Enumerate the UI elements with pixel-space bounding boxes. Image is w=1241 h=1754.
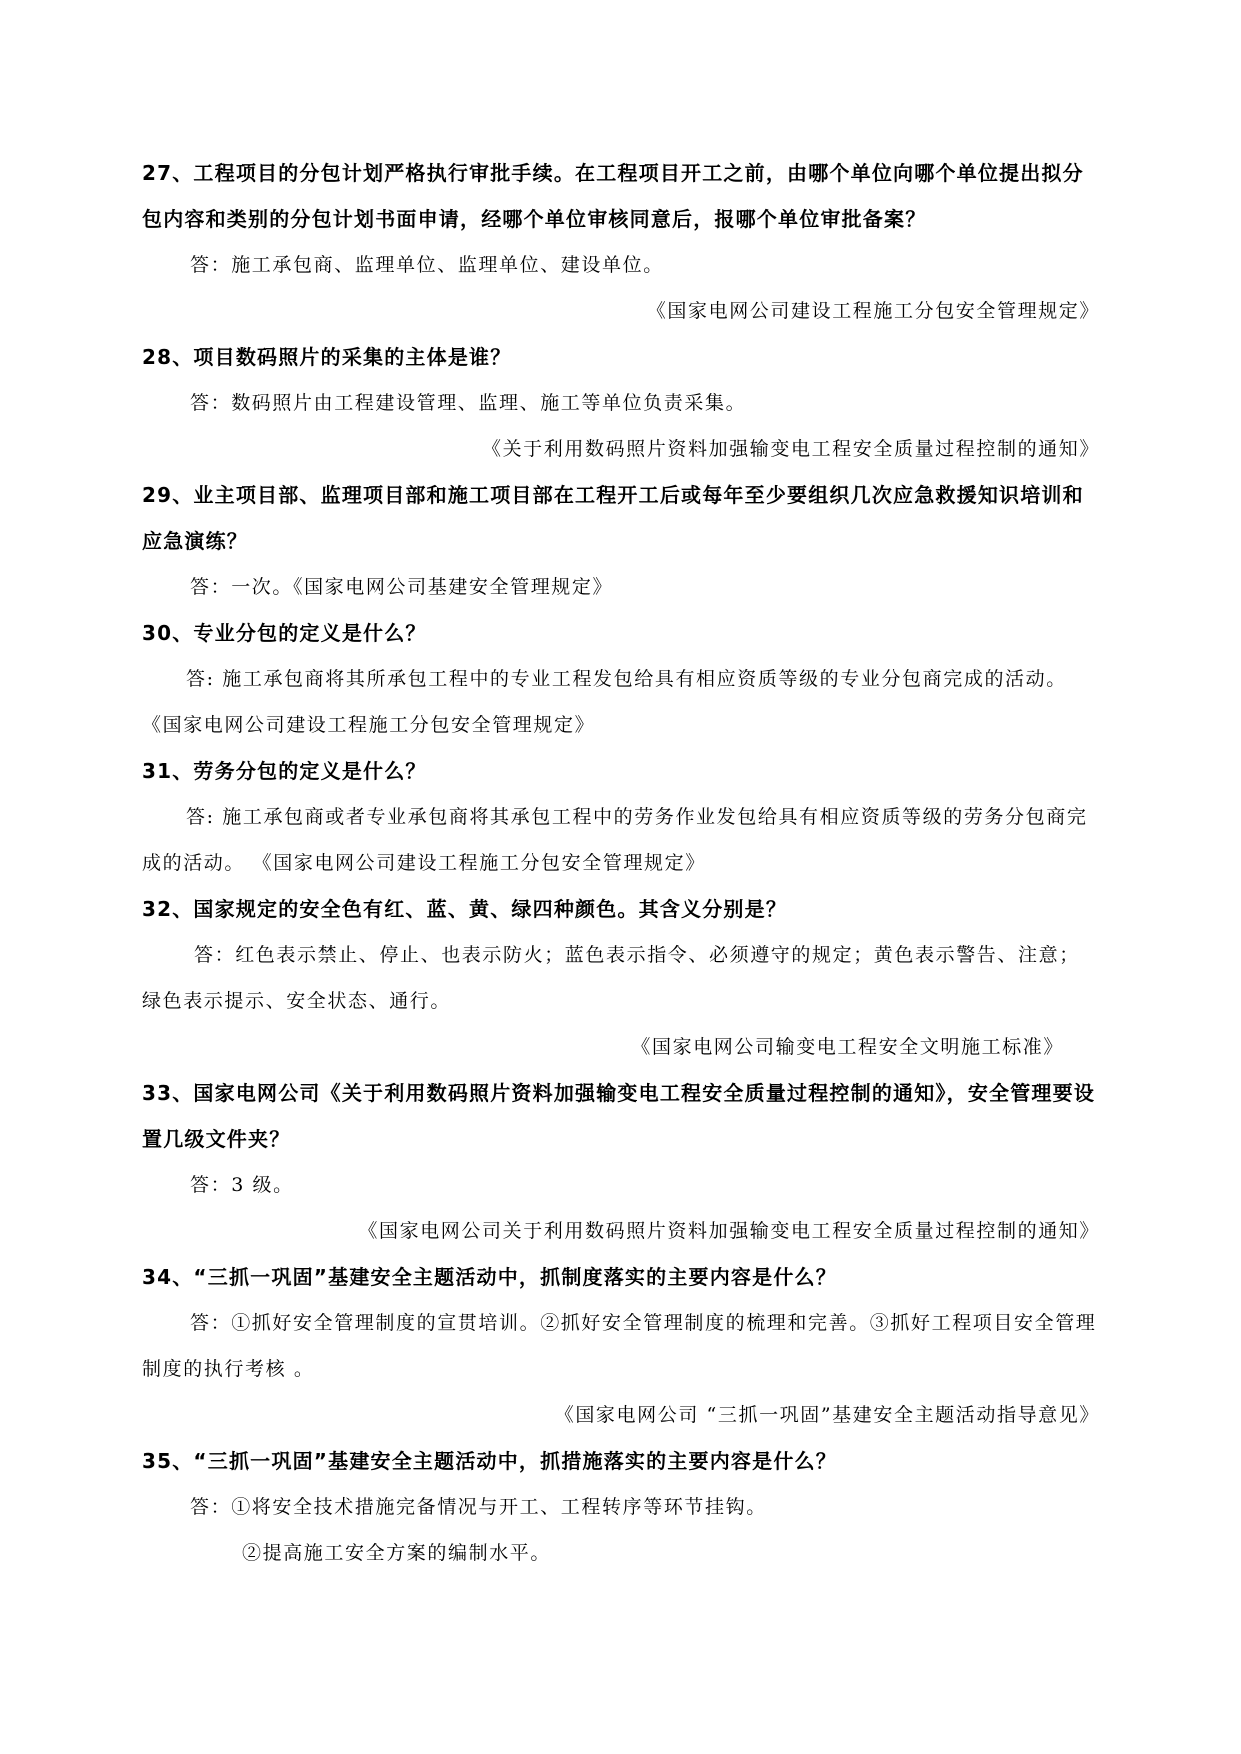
answer-35-item-2: ②提高施工安全方案的编制水平。 bbox=[242, 1542, 552, 1564]
question-35: 35、“三抓一巩固”基建安全主题活动中，抓措施落实的主要内容是什么？ bbox=[142, 1449, 837, 1473]
source-28: 《关于利用数码照片资料加强输变电工程安全质量过程控制的通知》 bbox=[481, 438, 1100, 460]
answer-29: 答：一次。《国家电网公司基建安全管理规定》 bbox=[190, 576, 614, 598]
question-29: 29、业主项目部、监理项目部和施工项目部在工程开工后或每年至少要组织几次应急救援知识培训和应急演练？ bbox=[142, 483, 1084, 553]
source-34: 《国家电网公司 “三抓一巩固”基建安全主题活动指导意见》 bbox=[554, 1404, 1100, 1426]
answer-31: 答: 施工承包商或者专业承包商将其承包工程中的劳务作业发包给具有相应资质等级的劳务分包商完成的活动。 《国家电网公司建设工程施工分包安全管理规定》 bbox=[142, 806, 1088, 874]
question-31: 31、劳务分包的定义是什么？ bbox=[142, 759, 427, 783]
answer-34: 答：①抓好安全管理制度的宣贯培训。②抓好安全管理制度的梳理和完善。③抓好工程项目安全管理制度的执行考核 。 bbox=[142, 1312, 1097, 1380]
question-33: 33、国家电网公司《关于利用数码照片资料加强输变电工程安全质量过程控制的通知》，安全管理要设置几级文件夹？ bbox=[142, 1081, 1096, 1151]
answer-27: 答：施工承包商、监理单位、监理单位、建设单位。 bbox=[190, 254, 664, 276]
question-34: 34、“三抓一巩固”基建安全主题活动中，抓制度落实的主要内容是什么？ bbox=[142, 1265, 837, 1289]
question-32: 32、国家规定的安全色有红、蓝、黄、绿四种颜色。其含义分别是？ bbox=[142, 897, 788, 921]
source-33: 《国家电网公司关于利用数码照片资料加强输变电工程安全质量过程控制的通知》 bbox=[358, 1220, 1100, 1242]
source-27: 《国家电网公司建设工程施工分包安全管理规定》 bbox=[646, 300, 1100, 322]
source-32: 《国家电网公司输变电工程安全文明施工标准》 bbox=[631, 1036, 1064, 1058]
qa-list bbox=[142, 150, 1100, 1576]
question-27: 27、工程项目的分包计划严格执行审批手续。在工程项目开工之前，由哪个单位向哪个单位提出拟分包内容和类别的分包计划书面申请，经哪个单位审核同意后，报哪个单位审批备案？ bbox=[142, 161, 1084, 231]
answer-32: 答：红色表示禁止、停止、也表示防火；蓝色表示指令、必须遵守的规定；黄色表示警告、注意；绿色表示提示、安全状态、通行。 bbox=[142, 944, 1080, 1012]
question-30: 30、专业分包的定义是什么？ bbox=[142, 621, 427, 645]
answer-35: 答：①将安全技术措施完备情况与开工、工程转序等环节挂钩。 bbox=[190, 1496, 767, 1518]
answer-28: 答：数码照片由工程建设管理、监理、施工等单位负责采集。 bbox=[190, 392, 747, 414]
answer-30: 答: 施工承包商将其所承包工程中的专业工程发包给具有相应资质等级的专业分包商完成的活动。 《国家电网公司建设工程施工分包安全管理规定》 bbox=[142, 668, 1067, 736]
question-28: 28、项目数码照片的采集的主体是谁？ bbox=[142, 345, 512, 369]
answer-33: 答：3 级。 bbox=[190, 1174, 294, 1196]
